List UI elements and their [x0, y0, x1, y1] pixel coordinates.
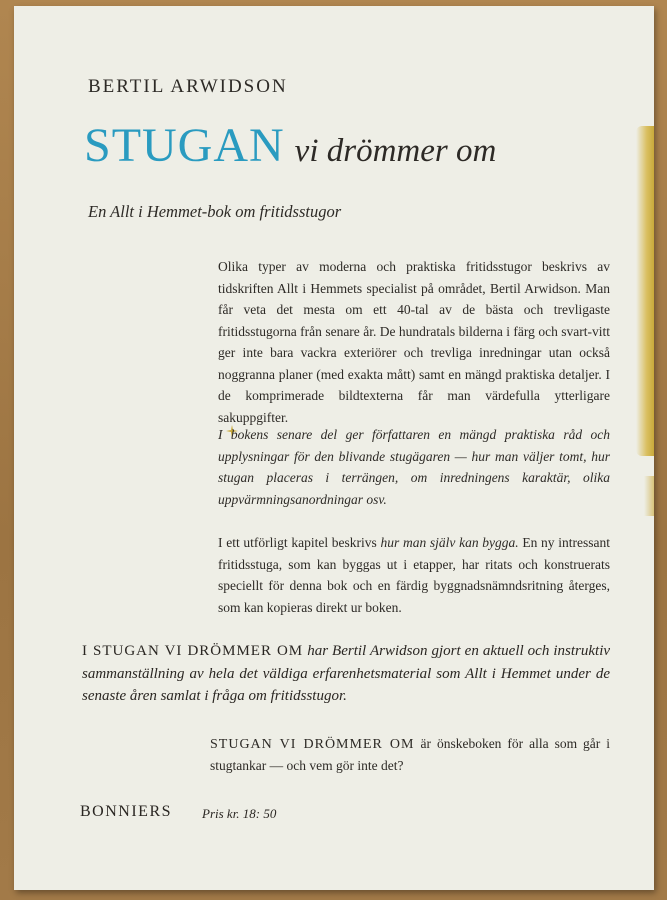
price-label: Pris kr. 18: 50	[202, 806, 277, 821]
summary-text: har Bertil Arwidson gjort en aktuell och instruktiv sammanställning av hela det väldiga erfarenhetsmaterial som Allt i Hemmet under de senaste åren samlat i fråga om fritidsstugor.	[82, 643, 611, 704]
description-paragraph-2	[218, 424, 610, 510]
closing-text: är önskeboken för alla som går i stugtankar — och vem gör inte det?	[210, 736, 611, 773]
description-paragraph-1	[218, 256, 610, 428]
book-subtitle: En Allt i Hemmet-bok om fritidsstugor	[88, 202, 342, 221]
closing-title-caps: STUGAN VI DRÖMMER OM	[210, 737, 415, 752]
paragraph-emphasis: hur man själv kan bygga.	[380, 535, 519, 550]
book-back-cover	[14, 6, 654, 890]
paper-stain	[644, 476, 654, 516]
paragraph-text: Olika typer av moderna och praktiska fritidsstugor beskrivs av tidskriften Allt i Hemmets specialist på området, Bertil Arwidson. Man får veta det mesta om ett 40-tal av de bästa och trevligaste fritidsstugorna från senare år. De hundratals bilderna i färg och svart-vitt ger inte bara vackra exteriörer och trevliga inredningar utan också noggranna planer (med exakta mått) samt en mängd praktiska detaljer. I de komprimerade bildtexterna får man värdefulla ytterligare sakuppgifter.	[218, 259, 610, 425]
paragraph-text	[218, 532, 610, 618]
summary-paragraph	[82, 640, 610, 708]
summary-title-caps: I STUGAN VI DRÖMMER OM	[82, 643, 304, 659]
book-title	[84, 118, 496, 173]
description-paragraph-3	[218, 532, 610, 618]
paragraph-text: I bokens senare del ger författaren en mängd praktiska råd och upplysningar för den blivande stugägaren — hur man väljer tomt, hur stugan placeras i terrängen, om inredningens karaktär, olika uppvärmningsanordningar osv.	[218, 427, 610, 507]
closing-paragraph	[210, 733, 610, 776]
paragraph-start: I ett utförligt kapitel beskrivs	[218, 535, 377, 550]
paper-stain	[636, 126, 654, 456]
title-sub: vi drömmer om	[294, 133, 497, 169]
paragraph-end: En ny intressant fritidsstuga, som kan byggas ut i etapper, har ritats och konstruerats speciellt för denna bok och en färdig byggnadsnämndsritning återges, som kan kopieras direkt ur boken.	[218, 535, 610, 615]
title-main: STUGAN	[84, 119, 285, 172]
publisher-name: BONNIERS	[80, 803, 173, 820]
author-name: BERTIL ARWIDSON	[88, 76, 288, 97]
